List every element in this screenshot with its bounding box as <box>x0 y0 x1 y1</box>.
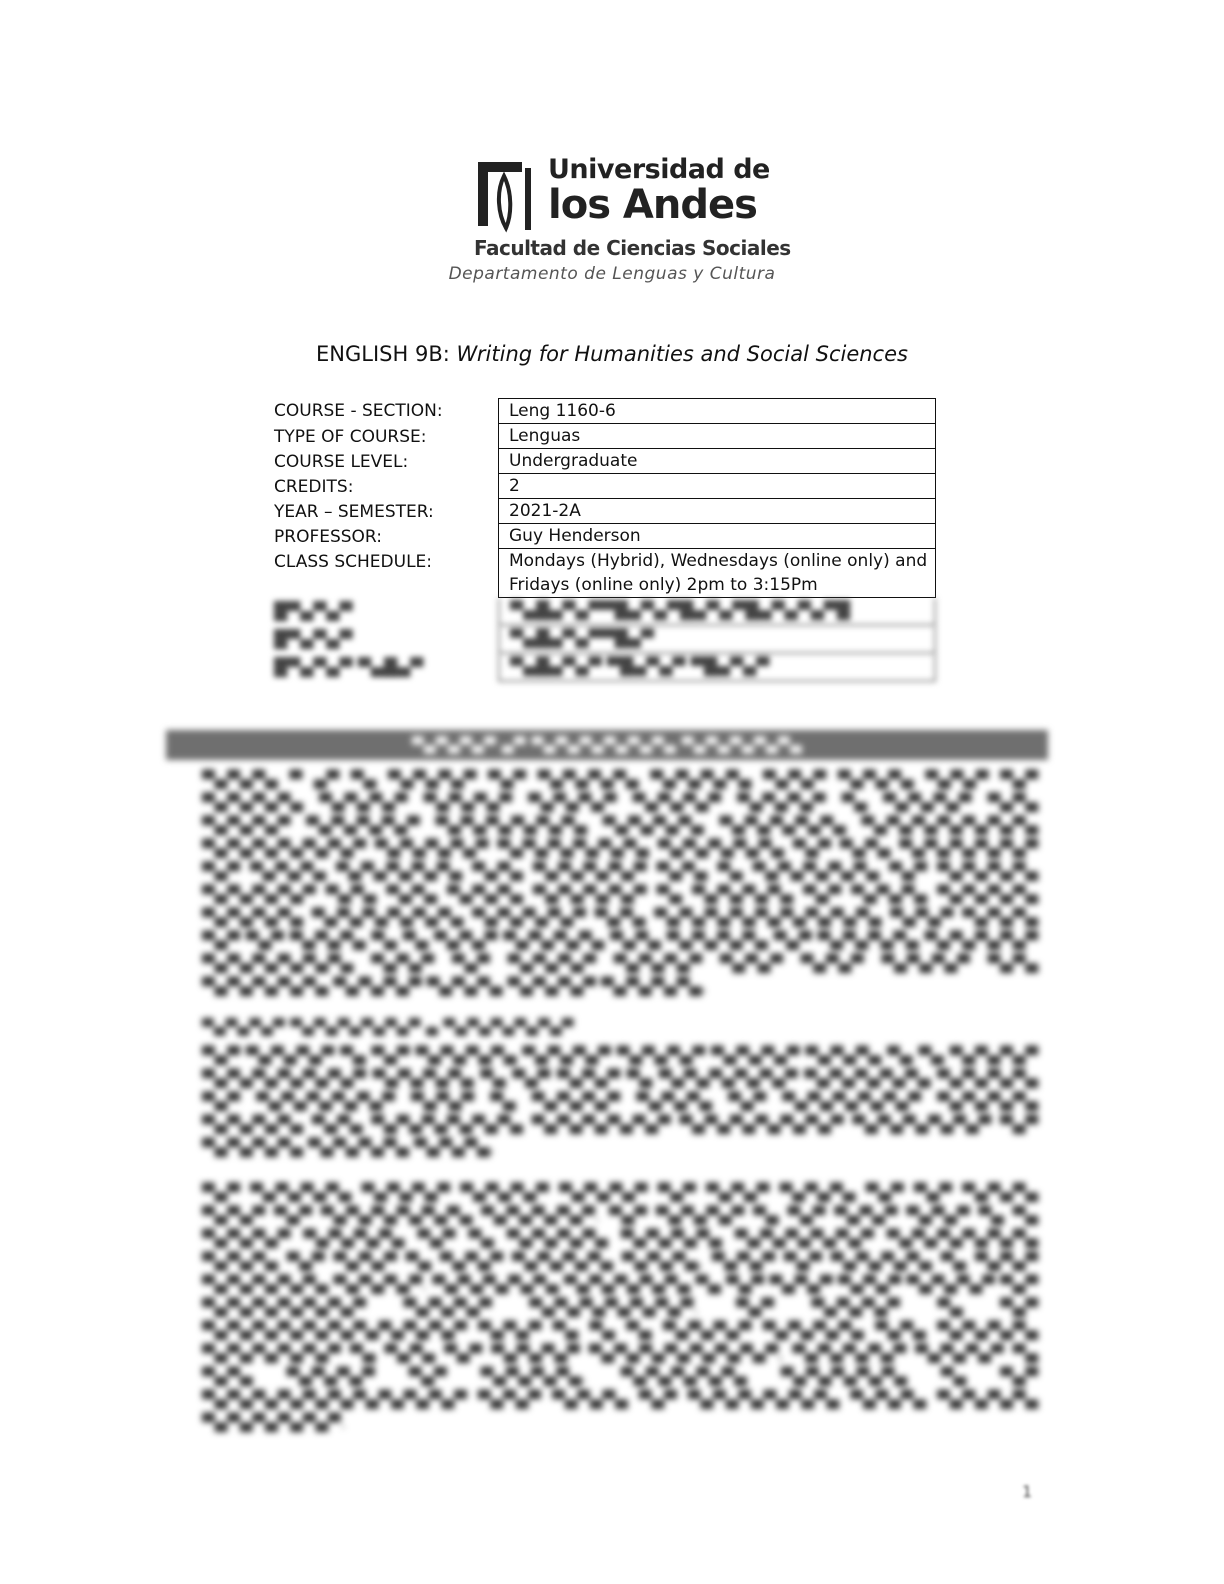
faculty-name: Facultad de Ciencias Sociales <box>474 236 791 260</box>
info-value: Undergraduate <box>498 449 936 474</box>
redacted-value: ▀▄█▄▀▄▀▀█▄▀▄▀█▄▀▄▀█▄▀▄▀▄▀█ <box>498 598 936 626</box>
redacted-paragraph: ▀▄▀ ▀▄▀▄▀▄▀▄ ▀▄▀▄▀▄▀ ▀▄▀▄▀▄▀ ▀▄▀▄▀▄▀ ▀▄▀ ▀▄▀▄▀ ▀▄▀▄▀▄ ▀▄▀ ▀▄▀ ▀▄▀▄▀▄ ▀▄▀▄▀ ▀▄▀ ▀▄▀▄▀▄▀▄▀▄▀▄ ▀▄▀▄▀▄▀▄▀. ▀▄▀ ▀▄▀▄▀▄▀ ▀▄ ▀▄▀ ▀▄▀▄▀ ▀▄▀▄▀ ▀▄ ▀▄ ▀▄▀▄▀▄▀ ▀▄▀▄▀▄▀▄ ▀▄▀ ▀▄ ▀▄▀▄▀▄▀▄ ▀▄▀▄▀▄▀▄ ▀▄▀▄▀▄▀▄▀▄▀ ▀▄▀▄▀▄▀▄▀▄▀▄ ▀▄▀▄▀▄ ▀▄▀ ▀▄▀▄▀ ▀▄ ▀▄▀▄▀ ▀▄▀▄▀▄▀▄ ▀▄▀▄▀▄, ▀▄▀▄▀ ▀▄▀ ▀▄▀▄▀▄▀▄ ▀▄ ▀▄▀▄▀ ▀▄▀▄▀▄▀▄▀▄ ▀▄▀▄▀▄▀. ▀▄▀▄▀▄▀▄▀▄ ▀▄▀▄▀▄▀▄▀▄ ▀▄ ▀▄▀ ▀▄▀▄▀ ▀▄▀▄▀ ▀▄▀▄▀▄▀ ▀▄▀ ▀▄▀▄▀▄▀▄▀▄▀▄▀ ▀▄▀▄▀▄▀ ▀▄▀▄▀▄▀▄▀▄▀▄▀. ▀▄▀ ▀▄▀▄▀▄▀ ▀▄ ▀▄▀ ▀▄▀▄▀▄▀▄▀▄▀▄▀▄▀▄▀▄▀▄▀ ▀▄▀▄▀ ▀▄ ▀▄ ▀▄ ▀▄▀▄▀▄▀ ▀▄▀▄▀▄▀▄ ▀▄▀▄ ▀▄▀▄▀▄▀▄ ▀▄▀▄▀▄▀▄▀▄▀ ▀▄ ▀▄▀▄ ▀▄▀ ▀▄▀▄▀▄▀ ▀▄▀▄▀▄▀▄▀▄▀▄▀▄▀, ▀▄▀▄▀▄▀▄▀ ▀▄▀▄▀▄▀ ▀▄ ▀▄▀▄ ▀▄▀▄▀▄▀ ▀▄▀ ▀▄▀▄▀▄▀▄. ▀▄▀▄▀▄▀▄▀▄ ▀▄▀▄▀▄▀▄▀▄ ▀▄ ▀▄▀ ▀▄▀▄▀▄▀▄▀▄▀▄▀▄▀▄▀▄▀▄▀ ▀▄▀▄▀ ▀▄▀▄▀▄ ▀▄▀ ▀▄▀▄▀▄▀▄▀▄▀▄ ▀▄▀▄▀▄ ▀▄▀▄▀▄▀▄ ▀▄▀▄▀▄▀▄▀▄▀. <box>202 1183 1038 1432</box>
redacted-info-row <box>274 654 954 682</box>
info-label: CLASS SCHEDULE: <box>274 552 433 572</box>
info-value: 2021-2A <box>498 499 936 524</box>
redacted-paragraph: ▀▄▀▄▀▄ ▀ ▄▀ ▀▄ ▀▄▀▄▀▄▀ ▀▄▀ ▀▄▀▄▀▄▀▄ ▀▄▀▄▀▄▀▄ ▀▄▀▄▀ ▀▄▀▄▀▄ ▀▄▀▄▀ ▀▄▀ ▀▄▀▄▀▄▀▄ ▀▄▀▄▀▄▀ ▀▄▀▄▀▄▀ ▀▄▀▄▀▄▀ ▀▄▀▄▀▄▀ ▀▄▀▄▀▄▀ ▀▄ ▀▄▀▄▀▄▀ ▀▄▀▄ ▀▄▀▄▀▄▀ ▀▄▀▄▀▄▀▄▀ ▀▄▀▄▀▄▀▄▀▄▀▄ ▀▄▀▄▀▄▀▄ ▀▄▀▄▀▄▀▄▀▄ ▀▄▀▄▀▄▀▄▀▄▀▄▀▄ ▀▄▀▄▀▄▀▄▀▄▀▄▀ ▀▄▀▄▀▄▀▄▀ ▀▄▀▄▀▄▀▄▀▄▀▄ ▀▄▀▄▀▄▀▄▀▄ ▀▄▀ ▀▄▀▄ ▀▄▀▄▀▄▀▄▀▄▀ ▀▄▀ ▀▄▀▄▀▄ ▀▄▀▄▀▄▀▄▀▄ ▀▄▀▄ ▀▄▀▄▀▄▀▄▀ ▀▄▀▄ ▀▄ ▀▄▀▄▀▄▀▄▀▄ ▀▄▀ ▀▄▀▄▀▄▀▄ ▀▄▀▄▀▄▀▄▀ ▀▄▀▄ ▀▄▀▄ ▀▄▀▄▀▄ ▀▄▀▄▀▄▀▄▀ ▀▄ ▀▄▀▄▀▄▀▄ ▀▄▀ ▀▄▀▄▀▄ ▀▄▀▄▀▄▀▄ ▀▄▀▄▀▄▀▄ ▀▄▀▄▀▄▀▄▀▄▀▄ ▀▄▀▄▀▄▀▄▀ ▀▄▀▄ ▀▄▀▄▀▄▀▄▀▄▀▄▀▄▀▄▀▄ ▀▄▀▄▀ ▀▄▀▄▀▄ ▀▄▀ ▀▄▀ ▀▄▀▄▀▄ ▀▄ ▀▄ ▀▄▀▄▀ ▀▄▀▄▀▄▀▄ ▀▄▀▄ ▀▄▀▄▀▄▀▄ ▀▄▀ ▀▄▀▄▀▄▀▄ ▀▄▀▄▀▄▀▄▀ ▀▄▀▄▀▄▀▄▀▄▀▄ ▀▄▀▄▀ ▀▄▀ ▀▄▀▄▀▄▀ ▀▄▀▄▀▄▀ ▀▄▀▄▀ ▀▄▀▄▀ ▀▄▀▄▀▄▀ ▀▄▀▄ ▀▄▀▄▀▄▀▄▀▄ ▀▄▀▄▀▄▀ ▀▄▀▄▀▄ ▀▄▀▄▀▄▀ ▀▄▀▄▀▄▀▄. <box>202 770 1038 996</box>
course-name: Writing for Humanities and Social Sciences <box>456 342 908 366</box>
course-info-table <box>274 398 954 682</box>
redacted-info-row <box>274 626 954 654</box>
info-row <box>274 474 954 499</box>
info-label: CREDITS: <box>274 477 354 497</box>
info-row <box>274 524 954 549</box>
redacted-value: ▀▄█▄▀▄▀▀█▄▀ <box>498 626 936 654</box>
info-label: PROFESSOR: <box>274 527 382 547</box>
info-row <box>274 499 954 524</box>
info-row <box>274 449 954 474</box>
university-name-line1: Universidad de <box>548 154 770 185</box>
info-row <box>274 398 954 424</box>
info-label: COURSE - SECTION: <box>274 401 443 421</box>
university-name-line2: los Andes <box>548 182 757 228</box>
info-row <box>274 424 954 449</box>
department-name: Departamento de Lenguas y Cultura <box>448 264 776 284</box>
course-code: ENGLISH 9B: <box>316 342 450 366</box>
redacted-section-bar: ▀▄▀▄▀▄▀ ▄▀ ▀▄▀▄▀▄▀▄▀▄▀▄ ▀▄▀▄▀▄▀▄▀▄ <box>166 730 1048 760</box>
redacted-info-row <box>274 598 954 626</box>
redacted-label: █▀▄▀▄▀ ▀▄█▄▀ <box>274 658 424 678</box>
course-title <box>0 342 1224 366</box>
redacted-value: ▀▄█▄▀▄▀ ▀█▄▀▄▀ ▀█▄▀▄▀ <box>498 654 936 682</box>
page-number: 1 <box>1022 1482 1033 1501</box>
info-value: 2 <box>498 474 936 499</box>
info-row <box>274 549 954 598</box>
university-logo <box>474 152 791 262</box>
redacted-label: █▀▄▀▄▀ <box>274 630 353 650</box>
info-label: COURSE LEVEL: <box>274 452 409 472</box>
info-label: YEAR – SEMESTER: <box>274 502 434 522</box>
redacted-body <box>166 730 1048 1434</box>
redacted-label: █▀▄▀▄▀ <box>274 602 353 622</box>
info-value: Guy Henderson <box>498 524 936 549</box>
redacted-heading: ▀▄▀▄▀▄▀ ▀▄▀▄▀▄▀▄▀▄▀ ▄ ▀▄▀▄▀▄▀▄▀▄▀ <box>202 1018 574 1036</box>
info-value: Mondays (Hybrid), Wednesdays (online only) and Fridays (online only) 2pm to 3:15Pm <box>498 549 936 598</box>
info-label: TYPE OF COURSE: <box>274 427 427 447</box>
info-value: Leng 1160-6 <box>498 398 936 424</box>
info-value: Lenguas <box>498 424 936 449</box>
redacted-paragraph: ▀▄▀ ▀▄▀▄▀▄▀ ▀▄ ▀▄▀ ▀▄▀▄▀▄▀▄ ▀▄▀▄▀▄▀ ▀▄▀▄▀▄▀ ▀▄▀▄▀▄▀ ▀▄▀▄▀▄ ▀▄ ▀▄ ▀▄▀▄▀▄▀ ▀▄▀▄▀▄▀▄▀▄▀▄▀ ▀▄▀▄▀▄▀▄ ▀▄ ▀▄▀ ▀▄▀▄▀ ▀▄ ▀▄▀▄▀▄▀▄▀▄▀ ▀▄▀▄▀▄▀▄▀▄ ▀▄▀▄▀▄▀▄ ▀▄▀ ▀▄▀▄▀▄▀▄▀▄▀ ▀▄▀▄▀ ▀▄ ▀▄▀▄▀▄▀ ▀▄▀▄▀▄ ▀▄▀ ▀▄▀▄▀▄▀▄▀▄▀ ▀▄▀▄▀▄▀▄ ▀▄▀▄▀▄▀▄ ▀▄▀▄ ▀▄▀▄▀▄▀▄▀▄▀▄ ▀▄▀▄▀▄▀▄▀▄▀ ▀▄▀▄▀▄▀▄▀▄▀▄▀ ▀▄▀▄▀▄▀▄▀▄▀ ▀▄▀ ▀▄▀▄▀▄▀▄ ▀▄▀▄▀▄▀▄ ▀▄▀▄▀▄. <box>202 1046 1038 1157</box>
university-crest-icon <box>474 158 536 234</box>
